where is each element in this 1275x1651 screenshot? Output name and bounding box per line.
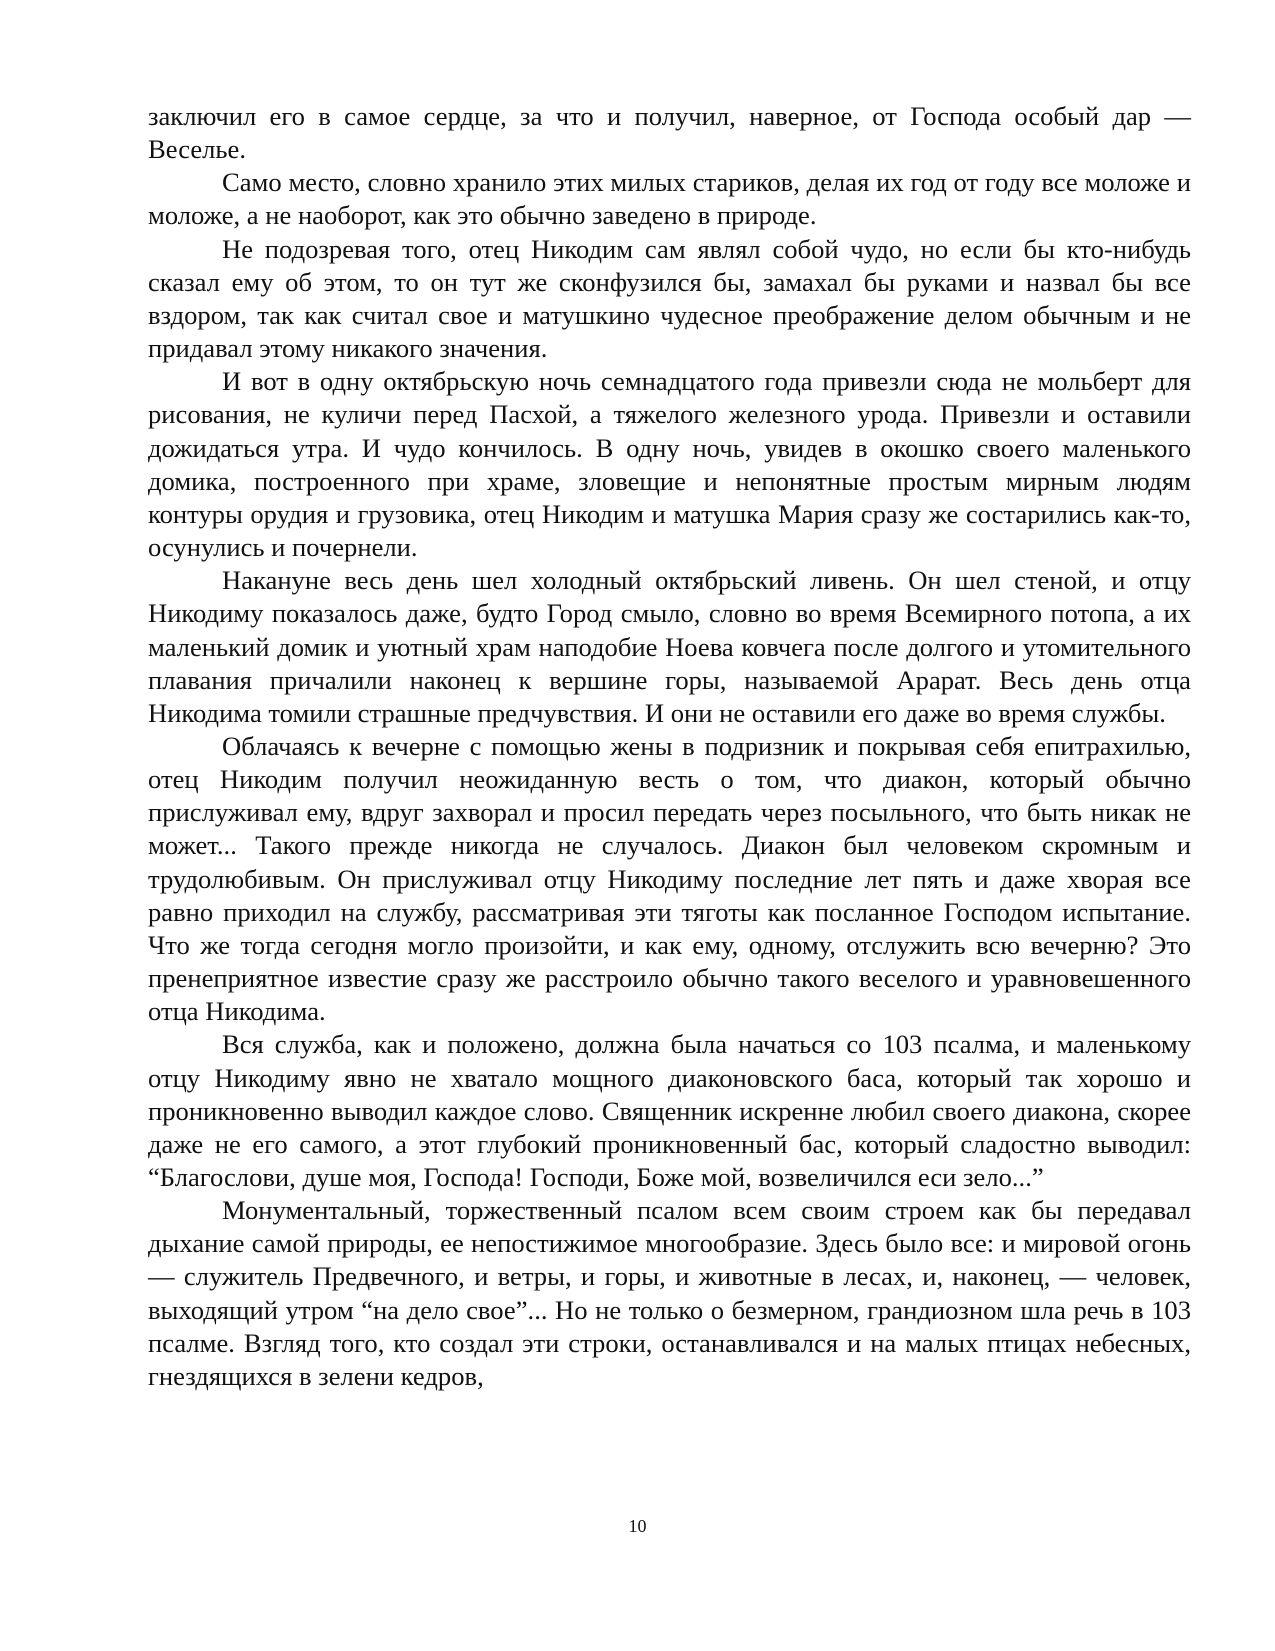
paragraph-continuation: заключил его в самое сердце, за что и получил, наверное, от Господа особый дар — Веселье.: [148, 101, 1191, 165]
paragraph: И вот в одну октябрьскую ночь семнадцатого года привезли сюда не мольберт для рисования, не куличи перед Пасхой, а тяжелого железного урода. Привезли и оставили дожидаться утра. И чудо кончилось. В одну ночь, увидев в окошко своего маленького домика, построенного при храме, зловещие и непонятные простым мирным людям контуры орудия и грузовика, отец Никодим и матушка Мария сразу же состарились как-то, осунулись и почернели.: [148, 366, 1191, 563]
paragraph: Монументальный, торжественный псалом всем своим строем как бы передавал дыхание самой природы, ее непостижимое многообразие. Здесь было все: и мировой огонь — служитель Предвечного, и ветры, и горы, и животные в лесах, и, наконец, — человек, выходящий утром “на дело свое”... Но не только о безмерном, грандиозном шла речь в 103 псалме. Взгляд того, кто создал эти строки, останавливался и на малых птицах небесных, гнездящихся в зелени кедров,: [148, 1195, 1191, 1391]
paragraph: Вся служба, как и положено, должна была начаться со 103 псалма, и маленькому отцу Никодиму явно не хватало мощного диаконовского баса, который так хорошо и проникновенно выводил каждое слово. Священник искренне любил своего диакона, скорее даже не его самого, а этот глубокий проникновенный бас, который сладостно выводил: “Благослови, душе моя, Господа! Господи, Боже мой, возвеличился еси зело...”: [148, 1029, 1191, 1192]
paragraph: Облачаясь к вечерне с помощью жены в подризник и покрывая себя епитрахилью, отец Никодим получил неожиданную весть о том, что диакон, который обычно прислуживал ему, вдруг захворал и просил передать через посыльного, что быть никак не может... Такого прежде никогда не случалось. Диакон был человеком скромным и трудолюбивым. Он прислуживал отцу Никодиму последние лет пять и даже хворая все равно приходил на службу, рассматривая эти тяготы как посланное Господом испытание. Что же тогда сегодня могло произойти, и как ему, одному, отслужить всю вечерню? Это пренеприятное известие сразу же расстроило обычно такого веселого и уравновешенного отца Никодима.: [148, 730, 1191, 1027]
paragraph: Не подозревая того, отец Никодим сам являл собой чудо, но если бы кто-нибудь сказал ему об этом, то он тут же сконфузился бы, замахал бы руками и назвал бы все вздором, так как считал свое и матушкино чудесное преображение делом обычным и не придавал этому никакого значения.: [148, 233, 1191, 364]
page-body: [148, 100, 1191, 1393]
paragraph: Накануне весь день шел холодный октябрьский ливень. Он шел стеной, и отцу Никодиму показалось даже, будто Город смыло, словно во время Всемирного потопа, а их маленький домик и уютный храм наподобие Ноева ковчега после долгого и утомительного плавания причалили наконец к вершине горы, называемой Арарат. Весь день отца Никодима томили страшные предчувствия. И они не оставили его даже во время службы.: [148, 565, 1191, 728]
paragraph: Само место, словно хранило этих милых стариков, делая их год от году все моложе и моложе, а не наоборот, как это обычно заведено в природе.: [148, 167, 1191, 231]
page-number: 10: [628, 1516, 647, 1536]
